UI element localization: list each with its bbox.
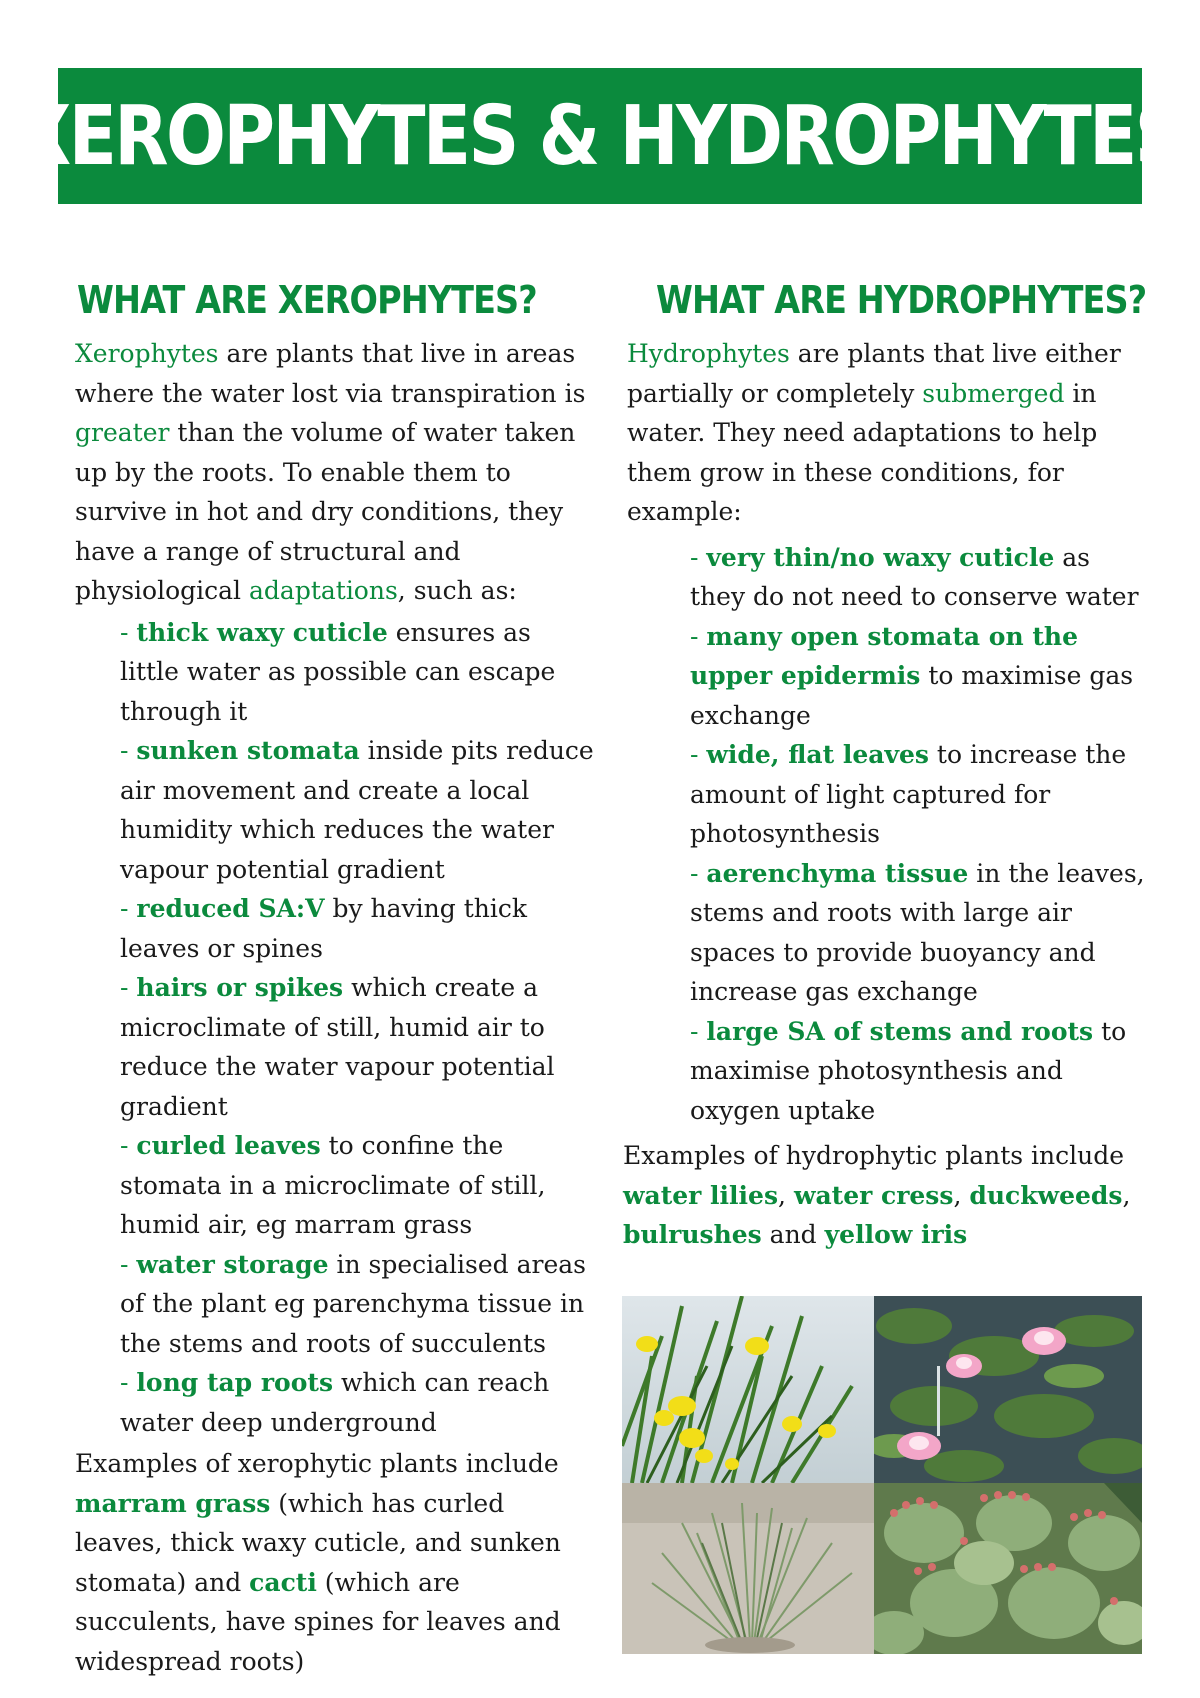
dash: - [120, 894, 137, 923]
page-title: XEROPHYTES & HYDROPHYTES [16, 88, 1184, 184]
title-banner [16, 68, 1184, 204]
separator: and [761, 1220, 825, 1249]
marram-grass-photo [622, 1483, 874, 1654]
hydrophytes-column [623, 278, 1147, 1255]
plant-photo-collage [622, 1296, 1142, 1654]
list-item [690, 1012, 1147, 1131]
separator: , [778, 1180, 794, 1210]
adaptation-key: reduced SA:V [136, 894, 325, 923]
example-water-cress: water cress [793, 1180, 954, 1210]
dash: - [120, 617, 137, 647]
yellow-iris-photo [622, 1296, 874, 1483]
adaptation-text: which can reach water deep underground [120, 1368, 550, 1437]
examples-text: (which are succulents, have spines for leaves and widespread roots) [75, 1567, 561, 1676]
dash: - [120, 1368, 137, 1397]
example-duckweeds: duckweeds [969, 1180, 1123, 1210]
adaptation-text: which create a microclimate of still, humid air to reduce the water vapour potential gradient [120, 973, 555, 1121]
adaptation-key: water storage [136, 1249, 329, 1279]
adaptation-text: by having thick leaves or spines [120, 894, 528, 963]
list-item [120, 731, 595, 889]
intro-text: in water. They need adaptations to help them grow in these conditions, for example: [627, 378, 1098, 526]
dash: - [690, 740, 707, 769]
intro-text: are plants that live in areas where the water lost via transpiration is [75, 339, 586, 408]
term-hydrophytes: Hydrophytes [627, 339, 790, 368]
intro-text: are plants that live either partially or completely [627, 339, 1121, 408]
list-item [690, 538, 1147, 617]
water-lilies-photo [874, 1296, 1142, 1483]
hydrophyte-adaptations-list [627, 538, 1147, 1131]
hydrophytes-heading: WHAT ARE HYDROPHYTES? [656, 278, 1147, 322]
example-water-lilies: water lilies [623, 1180, 779, 1210]
cacti-photo [874, 1483, 1142, 1654]
term-greater: greater [75, 418, 170, 447]
example-bulrushes: bulrushes [623, 1220, 762, 1249]
adaptation-key: large SA of stems and roots [706, 1016, 1094, 1046]
example-marram-grass: marram grass [75, 1488, 271, 1518]
list-item [120, 613, 595, 732]
xerophyte-examples [75, 1444, 595, 1681]
example-yellow-iris: yellow iris [824, 1220, 968, 1249]
separator: , [1122, 1180, 1131, 1210]
hydrophyte-examples [623, 1136, 1147, 1255]
examples-text: Examples of xerophytic plants include [75, 1449, 559, 1478]
list-item [120, 889, 595, 968]
list-item [690, 617, 1147, 736]
adaptation-key: wide, flat leaves [706, 740, 929, 769]
list-item [120, 1245, 595, 1364]
xerophytes-intro [75, 334, 595, 611]
adaptation-text: in specialised areas of the plant eg parenchyma tissue in the stems and roots of succulents [120, 1249, 586, 1358]
dash: - [690, 1016, 707, 1046]
adaptation-key: sunken stomata [136, 736, 360, 765]
intro-text: , such as: [397, 576, 517, 605]
term-xerophytes: Xerophytes [75, 339, 219, 368]
term-adaptations: adaptations [249, 576, 398, 605]
hydrophytes-intro [627, 334, 1147, 532]
adaptation-text: to maximise photosynthesis and oxygen uptake [690, 1016, 1127, 1125]
adaptation-key: long tap roots [136, 1368, 334, 1397]
dash: - [120, 1131, 137, 1160]
adaptation-text: inside pits reduce air movement and create a local humidity which reduces the water vapour potential gradient [120, 736, 594, 884]
adaptation-text: to increase the amount of light captured for photosynthesis [690, 740, 1127, 848]
separator: , [953, 1180, 970, 1210]
example-cacti: cacti [249, 1567, 317, 1597]
adaptation-text: to maximise gas exchange [690, 661, 1134, 730]
adaptation-text: in the leaves, stems and roots with large air spaces to provide buoyancy and increase gas exchange [690, 858, 1145, 1006]
adaptation-text: to confine the stomata in a microclimate of still, humid air, eg marram grass [120, 1131, 546, 1239]
term-submerged: submerged [922, 378, 1065, 408]
adaptation-key: curled leaves [136, 1131, 321, 1160]
list-item [120, 1126, 595, 1245]
xerophytes-heading: WHAT ARE XEROPHYTES? [77, 278, 537, 322]
adaptation-text: ensures as little water as possible can escape through it [120, 617, 556, 726]
dash: - [690, 858, 707, 888]
adaptation-key: many open stomata on the upper epidermis [690, 621, 1078, 690]
intro-text: than the volume of water taken up by the roots. To enable them to survive in hot and dry conditions, they have a range of structural and physiological [75, 418, 576, 605]
adaptation-key: very thin/no waxy cuticle [706, 542, 1055, 572]
dash: - [690, 542, 707, 572]
adaptation-text: as they do not need to conserve water [690, 542, 1139, 611]
list-item [690, 854, 1147, 1012]
adaptation-key: aerenchyma tissue [706, 858, 969, 888]
dash: - [120, 736, 137, 765]
adaptation-key: thick waxy cuticle [136, 617, 388, 647]
dash: - [690, 621, 707, 651]
dash: - [120, 1249, 137, 1279]
dash: - [120, 973, 137, 1002]
xerophytes-column [75, 278, 595, 1681]
xerophyte-adaptations-list [75, 613, 595, 1443]
list-item [120, 1363, 595, 1442]
examples-text: Examples of hydrophytic plants include [623, 1141, 1125, 1170]
list-item [120, 968, 595, 1126]
examples-text: (which has curled leaves, thick waxy cuticle, and sunken stomata) and [75, 1488, 561, 1597]
adaptation-key: hairs or spikes [136, 973, 344, 1002]
list-item [690, 735, 1147, 854]
